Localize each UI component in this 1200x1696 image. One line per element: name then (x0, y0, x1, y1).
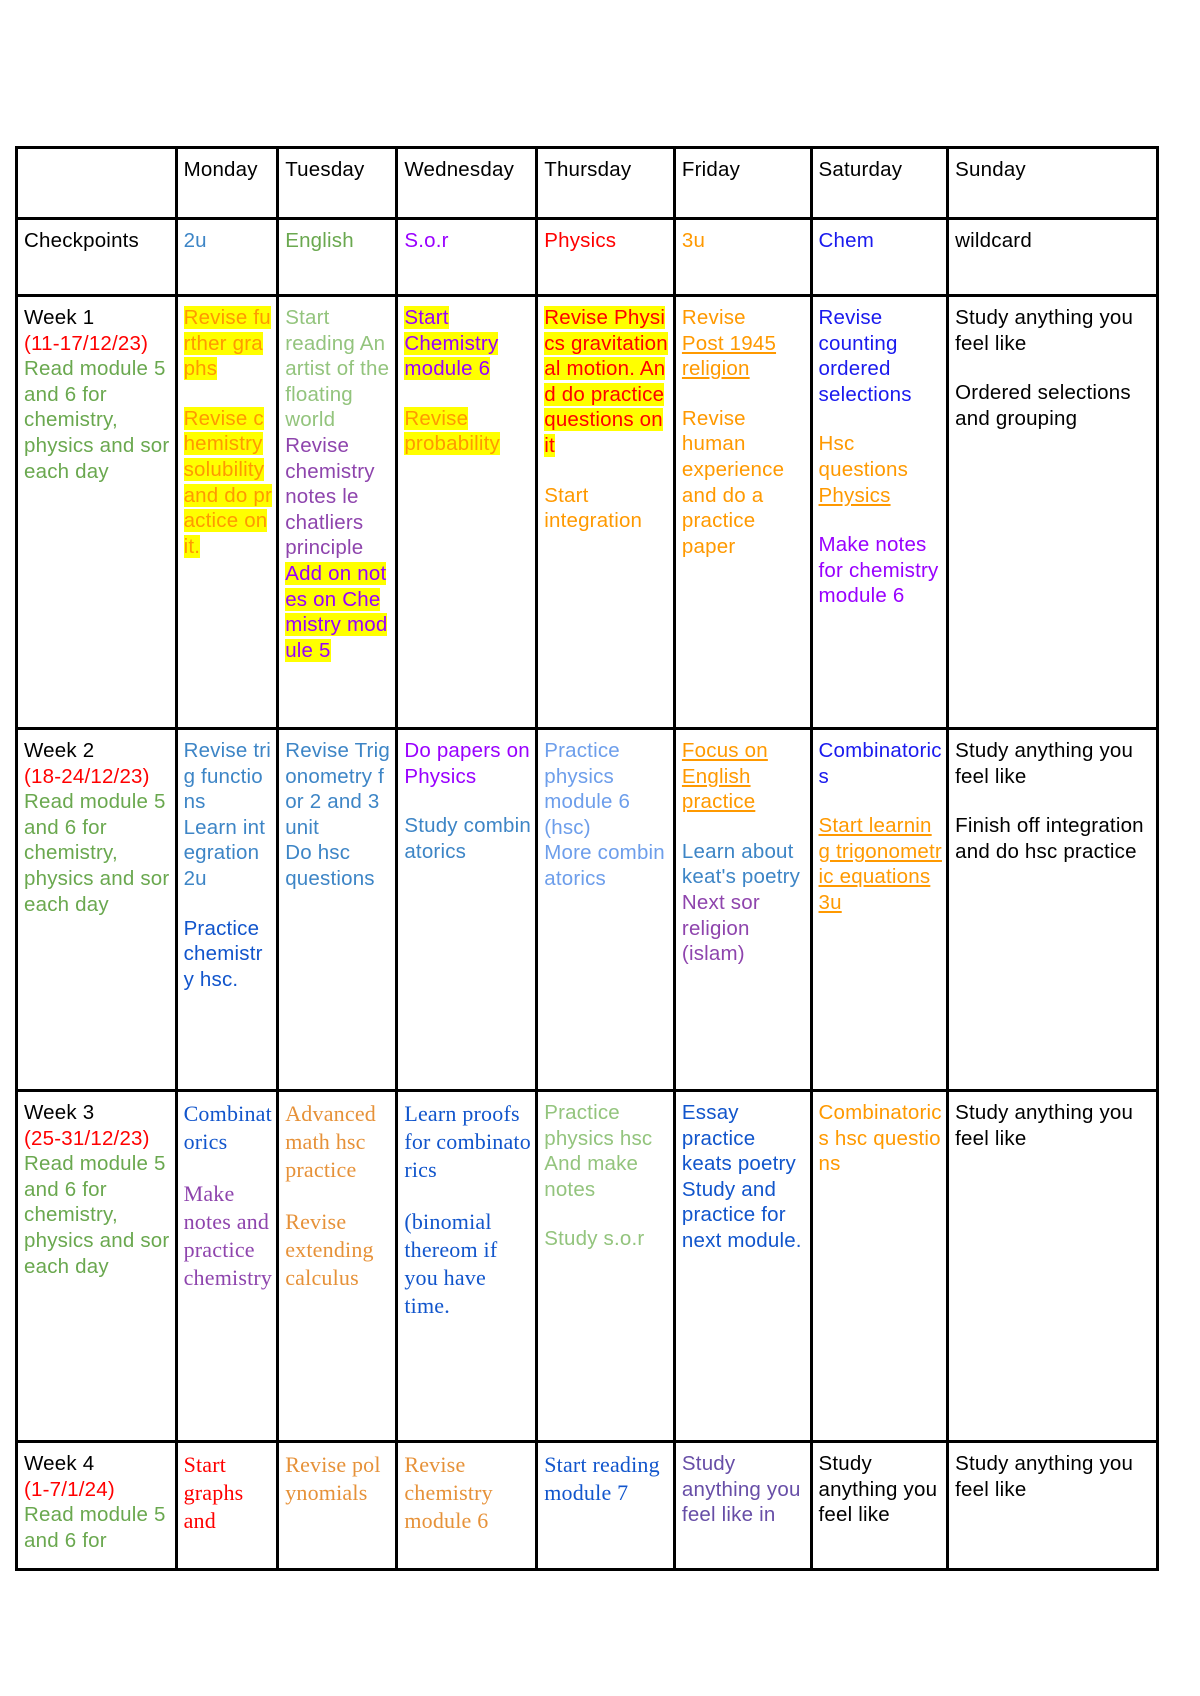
task: Start graphs and (183, 1452, 244, 1533)
week-4-wednesday (397, 1442, 537, 1570)
task: Do hsc questions (285, 841, 375, 890)
task: Hsc questions (818, 432, 909, 481)
task: Revise human experience and do a practice paper (681, 406, 785, 558)
week-3-thursday (537, 1091, 675, 1442)
task: Revise Trigonometry for 2 and 3 unit (285, 739, 390, 839)
week-3-row (17, 1091, 1158, 1442)
checkpoint-wednesday: S.o.r (397, 219, 537, 296)
task: Revise Physics gravitational motion. And do practice questions on it (544, 306, 668, 457)
checkpoint-friday: 3u (674, 219, 811, 296)
task: Revise chemistry module 6 (404, 1452, 493, 1533)
task: Revise further graphs (183, 306, 271, 381)
week-2-monday (176, 729, 278, 1091)
task-link: Post 1945 religion (681, 331, 777, 381)
header-monday: Monday (176, 148, 278, 219)
task: Do papers on Physics (404, 739, 530, 788)
week-4-monday (176, 1442, 278, 1570)
week-note: Read module 5 and 6 for (24, 1503, 166, 1552)
task-link: Start learning trigonometric equations 3u (818, 814, 942, 914)
task: Revise chemistry solubility and do practice on it. (183, 406, 272, 558)
header-row (17, 148, 1158, 219)
week-note: Read module 5 and 6 for chemistry, physics and sor each day (24, 1152, 170, 1278)
week-1-saturday (811, 296, 948, 729)
task: Study anything you feel like (818, 1452, 938, 1527)
task: Learn proofs for combinatorics (404, 1101, 531, 1182)
week-3-saturday (811, 1091, 948, 1442)
week-1-tuesday (278, 296, 397, 729)
week-title: Week 3 (24, 1101, 95, 1124)
week-1-monday (176, 296, 278, 729)
task: Study anything you feel like (955, 1452, 1134, 1501)
task: Practice physics hsc And make notes (544, 1101, 653, 1201)
task: (binomial thereom if you have time. (404, 1209, 498, 1318)
week-1-wednesday (397, 296, 537, 729)
checkpoint-saturday: Chem (811, 219, 948, 296)
task-link: Physics (818, 483, 891, 507)
task: Revise counting ordered selections (818, 306, 912, 406)
week-4-label-cell (17, 1442, 177, 1570)
task: Study anything you feel like (955, 306, 1134, 355)
week-dates: (1-7/1/24) (24, 1477, 115, 1501)
task: Revise chemistry notes le chatliers principle (285, 433, 375, 560)
week-1-friday (674, 296, 811, 729)
header-corner-cell (17, 148, 177, 219)
week-dates: (18-24/12/23) (24, 764, 150, 788)
week-3-sunday (948, 1091, 1158, 1442)
week-3-friday (674, 1091, 811, 1442)
task: Study anything you feel like (955, 1101, 1134, 1150)
task: Make notes and practice chemistry (183, 1181, 273, 1290)
task: Add on notes on Chemistry module 5 (285, 561, 388, 662)
task: Combinatorics (818, 739, 942, 788)
week-1-label-cell (17, 296, 177, 729)
task: Start reading module 7 (544, 1452, 660, 1505)
task: Revise trig functions (183, 739, 271, 814)
header-tuesday: Tuesday (278, 148, 397, 219)
week-2-sunday (948, 729, 1158, 1091)
checkpoints-row (17, 219, 1158, 296)
header-sunday: Sunday (948, 148, 1158, 219)
week-2-label-cell (17, 729, 177, 1091)
week-2-tuesday (278, 729, 397, 1091)
week-1-sunday (948, 296, 1158, 729)
week-2-thursday (537, 729, 675, 1091)
week-4-row (17, 1442, 1158, 1570)
task: Revise polynomials (285, 1452, 381, 1505)
week-1-row (17, 296, 1158, 729)
task: More combinatorics (544, 841, 665, 890)
week-3-tuesday (278, 1091, 397, 1442)
checkpoint-tuesday: English (278, 219, 397, 296)
task: Combinatorics (183, 1101, 272, 1154)
task: Study s.o.r (544, 1227, 645, 1251)
week-4-tuesday (278, 1442, 397, 1570)
task: Ordered selections and grouping (955, 381, 1131, 430)
week-2-row (17, 729, 1158, 1091)
task: Learn integration 2u (183, 815, 266, 890)
task: Study combinatorics (404, 814, 531, 863)
task: Practice physics module 6 (hsc) (544, 739, 631, 839)
week-dates: (11-17/12/23) (24, 331, 149, 355)
week-3-label-cell (17, 1091, 177, 1442)
week-3-wednesday (397, 1091, 537, 1442)
task: Start integration (544, 483, 643, 533)
header-friday: Friday (674, 148, 811, 219)
checkpoints-label: Checkpoints (17, 219, 177, 296)
week-note: Read module 5 and 6 for chemistry, physics and sor each day (24, 357, 170, 483)
task: Revise probability (404, 406, 500, 456)
task: Advanced math hsc practice (285, 1101, 376, 1182)
week-1-thursday (537, 296, 675, 729)
week-4-thursday (537, 1442, 675, 1570)
task: Start reading An artist of the floating world (285, 306, 390, 432)
week-3-monday (176, 1091, 278, 1442)
header-wednesday: Wednesday (397, 148, 537, 219)
week-title: Week 2 (24, 739, 95, 762)
week-4-saturday (811, 1442, 948, 1570)
task: Finish off integration and do hsc practice (955, 814, 1144, 863)
week-title: Week 1 (24, 306, 95, 329)
task: Make notes for chemistry module 6 (818, 533, 939, 608)
task: Practice chemistry hsc. (183, 916, 263, 991)
task: Revise (681, 306, 746, 329)
task: Study and practice for next module. (681, 1177, 802, 1252)
task: Study anything you feel like in (681, 1452, 801, 1527)
week-2-wednesday (397, 729, 537, 1091)
header-thursday: Thursday (537, 148, 675, 219)
task: Study anything you feel like (955, 739, 1134, 788)
study-planner-table (15, 146, 1159, 1571)
week-title: Week 4 (24, 1452, 95, 1475)
checkpoint-sunday: wildcard (948, 219, 1158, 296)
week-4-friday (674, 1442, 811, 1570)
task: Start Chemistry module 6 (404, 306, 499, 381)
week-2-friday (674, 729, 811, 1091)
checkpoint-monday: 2u (176, 219, 278, 296)
week-note: Read module 5 and 6 for chemistry, physics and sor each day (24, 790, 170, 916)
task: Combinatorics hsc questions (818, 1101, 942, 1176)
task: Learn about keat's poetry (681, 839, 801, 889)
task: Revise extending calculus (285, 1209, 374, 1290)
task: Essay practice keats poetry (681, 1101, 796, 1176)
week-2-saturday (811, 729, 948, 1091)
header-saturday: Saturday (811, 148, 948, 219)
week-dates: (25-31/12/23) (24, 1126, 150, 1150)
task: Next sor religion (islam) (681, 890, 760, 966)
task-link: Focus on English practice (681, 739, 768, 814)
checkpoint-thursday: Physics (537, 219, 675, 296)
week-4-sunday (948, 1442, 1158, 1570)
